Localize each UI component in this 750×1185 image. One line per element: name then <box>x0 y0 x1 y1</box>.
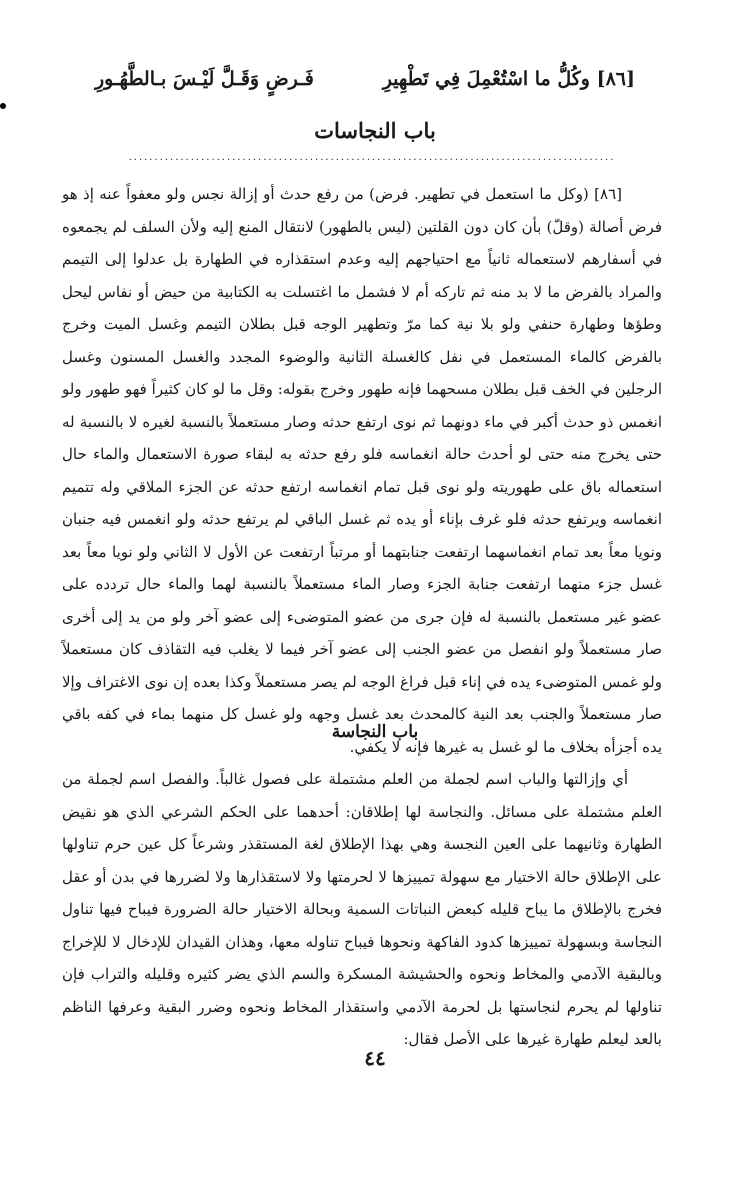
verse-line <box>95 68 635 90</box>
commentary-paragraph-2: أي وإزالتها والباب اسم لجملة من العلم مشتملة على فصول غالباً. والفصل اسم لجملة من العلم مشتملة على مسائل. والنجاسة لها إطلاقان: أحدهما على الحكم الشرعي الذي هو نقيض الطهارة وثانيهما على العين النجسة وهي بهذا الإطلاق لغة المستقذر وشرعاً كل عين حرم تناولها على الإطلاق حالة الاختيار مع سهولة تمييزها لا لحرمتها ولا لاستقذارها ولا لضررها في بدن أو عقل فخرج بالإطلاق ما يباح قليله كبعض النباتات السمية وبحالة الاختيار حالة الضرورة فيباح فيها تناول النجاسة وبسهولة تمييزها كدود الفاكهة ونحوها فيباح تناوله معها، وهذان القيدان للإدخال لا للإخراج وبالبقية الآدمي والمخاط ونحوه والحشيشة المسكرة والسم الذي يضر كثيره وقليله والتراب فإن تناولها لم يحرم لنجاستها بل لحرمة الآدمي واستقذار المخاط ونحوه وضرر البقية وعرفها الناظم بالعد ليعلم طهارة غيرها على الأصل فقال: <box>62 770 662 1048</box>
page-number: ٤٤ <box>364 1046 386 1070</box>
verse-second-hemistich: فَـرضٍ وَقَـلَّ لَيْـسَ بـالطَّهُـورِ <box>95 68 314 90</box>
dotted-divider: .............................................................................................. <box>128 152 616 163</box>
margin-dot <box>0 103 6 109</box>
subsection-title: باب النجاسة <box>331 722 419 742</box>
section-title: باب النجاسات <box>314 118 436 143</box>
commentary-paragraph: [٨٦] (وكل ما استعمل في تطهير. فرض) من رفع حدث أو إزالة نجس ولو معفواً عنه إذ هو فرض أصالة (وقلّ) بأن كان دون القلتين (ليس بالطهور) لانتقال المنع إليه ولأن السلف لم يجمعوه في أسفارهم لاستعماله ثانياً مع احتياجهم إليه وعدم استقذاره في الطهارة بل عدلوا إلى التيمم والمراد بالفرض ما لا بد منه ثم تاركه أم لا فشمل ما اغتسلت به الكتابية من حيض أو نفاس ليحل وطؤها وطهارة حنفي ولو بلا نية كما مرّ وتطهير الوجه قبل بطلان التيمم وغسل الميت وخرج بالفرض كالماء المستعمل في نفل كالغسلة الثانية والوضوء المجدد والغسل المسنون وغسل الرجلين في الخف قبل بطلان مسحهما فإنه طهور وخرج بقوله: وقل ما لو كان كثيراً فهو طهور ولو انغمس ذو حدث أكبر في ماء دونهما ثم نوى ارتفع حدثه وصار مستعملاً بالنسبة لغيره لا بالنسبة له حتى يخرج منه حتى لو أحدث حالة انغماسه فلو رفع حدثه به لبقاء صورة الاستعمال والماء حال استعماله باق على طهوريته ولو نوى قبل تمام انغماسه ارتفع حدثه عن الجزء الملاقي وله تتميم انغماسه ويرتفع حدثه فلو غرف بإناء أو يده ثم غسل الباقي لم يرتفع حدثه ولو انغمس فيه جنبان ونويا معاً بعد تمام انغماسهما ارتفعت جنابتهما أو مرتباً ارتفعت عن الأول لا الثاني ولو نويا معاً بعد غسل جزء منهما ارتفعت جنابة الجزء وصار الماء مستعملاً بالنسبة لهما والماء حال تردده على عضو غير مستعمل بالنسبة له فإن جرى من عضو المتوضىء إلى عضو آخر ولو من يد إلى أخرى صار مستعملاً ولو انفصل من عضو الجنب إلى عضو آخر فيما لا يغلب فيه التقاذف كان مستعملاً ولو غمس المتوضىء يده في إناء قبل فراغ الوجه لم يصر مستعملاً وكذا بعده إن نوى الاغتراف وإلا صار مستعملاً والجنب بعد النية كالمحدث بعد غسل وجهه ولو غسل كل منهما بماء في كفه باقي يده أجزأه بخلاف ما لو غسل به غيرها فإنه لا يكفي. <box>62 185 662 756</box>
verse-first-hemistich: [٨٦] وكُلُّ ما اسْتُعْمِلَ فِي تَطْهِيرِ <box>382 68 635 90</box>
